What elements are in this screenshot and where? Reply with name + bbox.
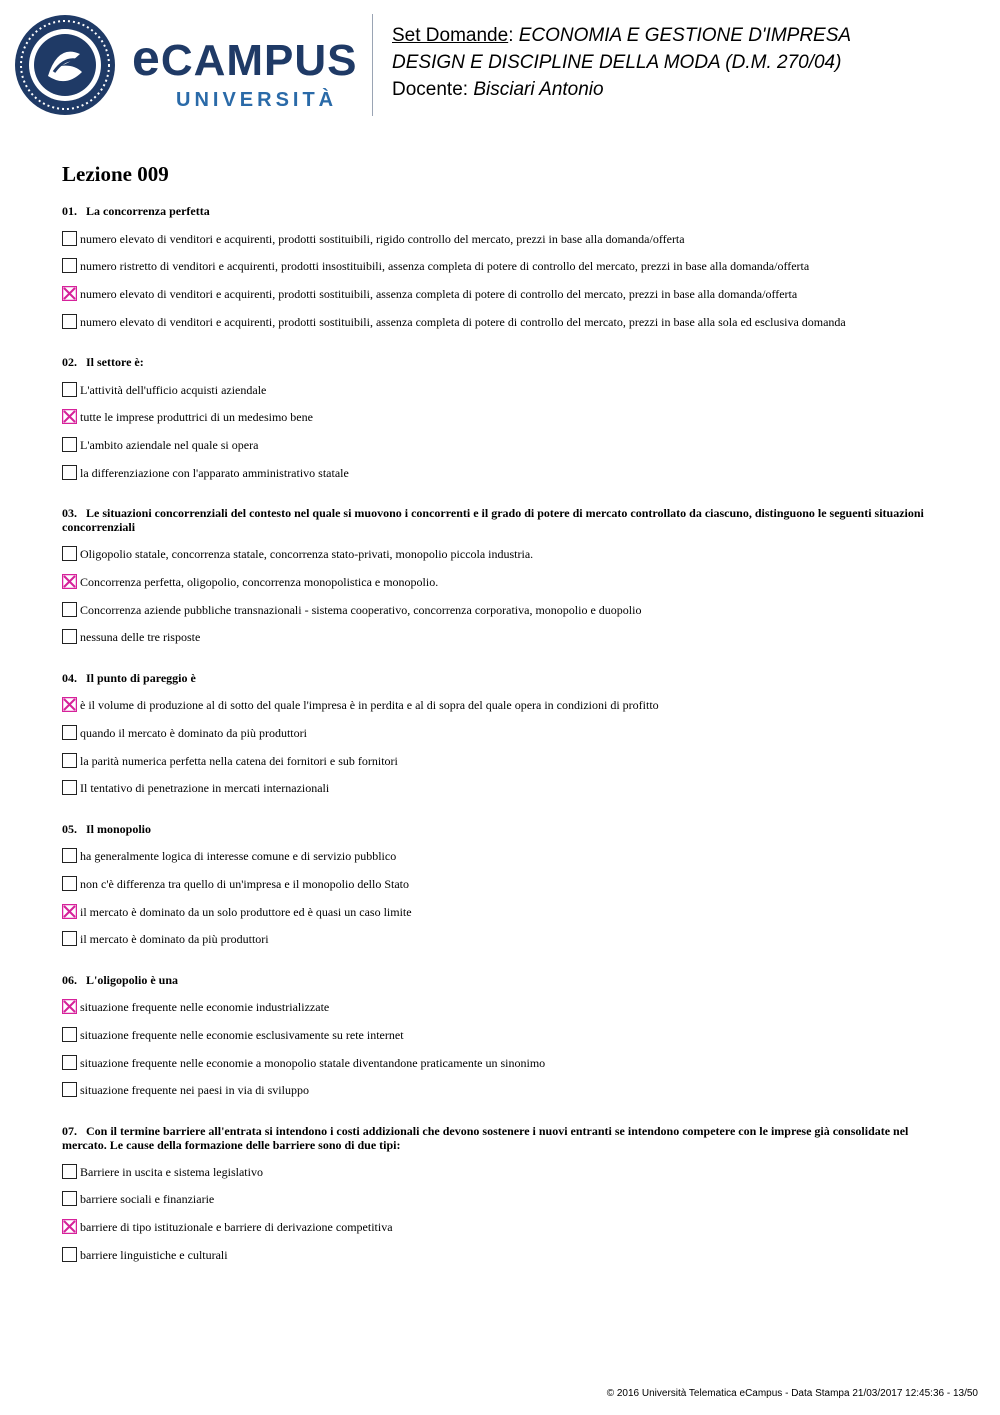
set-label: Set Domande bbox=[392, 25, 509, 46]
check-x-icon bbox=[62, 697, 77, 712]
question-number: 07. bbox=[62, 1124, 77, 1138]
checkbox[interactable] bbox=[62, 753, 77, 768]
checkbox[interactable] bbox=[62, 465, 77, 480]
answer-option[interactable] bbox=[62, 546, 942, 561]
answer-option[interactable] bbox=[62, 465, 942, 480]
answer-option[interactable] bbox=[62, 286, 942, 301]
answer-option[interactable] bbox=[62, 848, 942, 863]
answer-text: situazione frequente nelle economie industrializzate bbox=[80, 999, 330, 1014]
check-x-icon bbox=[62, 904, 77, 919]
answer-text: ha generalmente logica di interesse comune e di servizio pubblico bbox=[80, 848, 397, 863]
answer-text: nessuna delle tre risposte bbox=[80, 629, 201, 644]
answer-option[interactable] bbox=[62, 258, 942, 273]
answer-option[interactable] bbox=[62, 629, 942, 644]
answer-text: la differenziazione con l'apparato amministrativo statale bbox=[80, 465, 349, 480]
page-header bbox=[0, 0, 1000, 130]
header-course-info: Set Domande: ECONOMIA E GESTIONE D'IMPRESA DESIGN E DISCIPLINE DELLA MODA (D.M. 270/04) Docente: Bisciari Antonio bbox=[392, 25, 852, 100]
answer-text: barriere linguistiche e culturali bbox=[80, 1247, 228, 1262]
checkbox-checked[interactable] bbox=[62, 286, 77, 301]
lesson-title: Lezione 009 bbox=[62, 162, 169, 186]
answer-option[interactable] bbox=[62, 904, 942, 919]
answer-text: la parità numerica perfetta nella catena dei fornitori e sub fornitori bbox=[80, 753, 398, 768]
answer-option[interactable] bbox=[62, 314, 942, 329]
answer-text: barriere sociali e finanziarie bbox=[80, 1191, 215, 1206]
question-text: Con il termine barriere all'entrata si intendono i costi addizionali che devono sostenere i nuovi entranti se intendono competere con le imprese già consolidate nel mercato. Le cause della formazione delle barriere sono di due tipi: bbox=[62, 1124, 909, 1152]
checkbox-checked[interactable] bbox=[62, 574, 77, 589]
answer-option[interactable] bbox=[62, 876, 942, 891]
answer-text: situazione frequente nelle economie a monopolio statale diventandone praticamente un sinonimo bbox=[80, 1055, 546, 1070]
question-5 bbox=[62, 822, 942, 836]
checkbox[interactable] bbox=[62, 258, 77, 273]
checkbox-checked[interactable] bbox=[62, 1219, 77, 1234]
answer-option[interactable] bbox=[62, 725, 942, 740]
answer-text: barriere di tipo istituzionale e barriere di derivazione competitiva bbox=[80, 1219, 393, 1234]
header-divider bbox=[372, 14, 373, 116]
answer-text: tutte le imprese produttrici di un medesimo bene bbox=[80, 409, 313, 424]
answer-option[interactable] bbox=[62, 999, 942, 1014]
checkbox[interactable] bbox=[62, 314, 77, 329]
answer-option[interactable] bbox=[62, 931, 942, 946]
answer-text: L'attività dell'ufficio acquisti aziendale bbox=[80, 382, 267, 397]
checkbox[interactable] bbox=[62, 725, 77, 740]
question-text: L'oligopolio è una bbox=[86, 973, 179, 987]
answer-option[interactable] bbox=[62, 1082, 942, 1097]
question-text: Le situazioni concorrenziali del contesto nel quale si muovono i concorrenti e il grado di potere di mercato controllato da ciascuno, distinguono le seguenti situazioni concorrenziali bbox=[62, 506, 924, 534]
checkbox[interactable] bbox=[62, 382, 77, 397]
docente-name: Bisciari Antonio bbox=[473, 79, 604, 100]
question-number: 03. bbox=[62, 506, 77, 520]
checkbox-checked[interactable] bbox=[62, 409, 77, 424]
checkbox[interactable] bbox=[62, 931, 77, 946]
ecampus-subtitle: UNIVERSITÀ bbox=[176, 89, 338, 111]
answer-option[interactable] bbox=[62, 602, 942, 617]
answer-text: Concorrenza aziende pubbliche transnazionali - sistema cooperativo, concorrenza corporativa, monopolio e duopolio bbox=[80, 602, 642, 617]
question-number: 06. bbox=[62, 973, 77, 987]
check-x-icon bbox=[62, 286, 77, 301]
ecampus-wordmark: eCAMPUS bbox=[132, 30, 358, 86]
answer-text: Concorrenza perfetta, oligopolio, concorrenza monopolistica e monopolio. bbox=[80, 574, 439, 589]
answer-text: Oligopolio statale, concorrenza statale, concorrenza stato-privati, monopolio piccola industria. bbox=[80, 546, 534, 561]
checkbox[interactable] bbox=[62, 1055, 77, 1070]
answer-option[interactable] bbox=[62, 1191, 942, 1206]
docente-label: Docente bbox=[392, 79, 463, 100]
question-text: La concorrenza perfetta bbox=[86, 204, 210, 218]
checkbox[interactable] bbox=[62, 780, 77, 795]
question-2 bbox=[62, 355, 942, 369]
answer-text: il mercato è dominato da più produttori bbox=[80, 931, 269, 946]
question-4 bbox=[62, 671, 942, 685]
checkbox[interactable] bbox=[62, 231, 77, 246]
question-number: 05. bbox=[62, 822, 77, 836]
question-7 bbox=[62, 1124, 942, 1152]
answer-option[interactable] bbox=[62, 409, 942, 424]
ecampus-seal-logo bbox=[14, 14, 116, 116]
answer-text: Barriere in uscita e sistema legislativo bbox=[80, 1164, 263, 1179]
checkbox[interactable] bbox=[62, 876, 77, 891]
answer-text: numero elevato di venditori e acquirenti, prodotti sostituibili, rigido controllo del mercato, prezzi in base alla domanda/offerta bbox=[80, 231, 685, 246]
answer-text: Il tentativo di penetrazione in mercati internazionali bbox=[80, 780, 330, 795]
question-number: 04. bbox=[62, 671, 77, 685]
answer-text: il mercato è dominato da un solo produttore ed è quasi un caso limite bbox=[80, 904, 412, 919]
question-3 bbox=[62, 506, 942, 534]
checkbox-checked[interactable] bbox=[62, 904, 77, 919]
checkbox[interactable] bbox=[62, 1082, 77, 1097]
answer-option[interactable] bbox=[62, 697, 942, 712]
answer-text: numero ristretto di venditori e acquirenti, prodotti insostituibili, assenza completa di potere di controllo del mercato, prezzi in base alla domanda/offerta bbox=[80, 258, 810, 273]
answer-option[interactable] bbox=[62, 1247, 942, 1262]
answer-text: numero elevato di venditori e acquirenti, prodotti sostituibili, assenza completa di potere di controllo del mercato, prezzi in base alla domanda/offerta bbox=[80, 286, 798, 301]
checkbox[interactable] bbox=[62, 602, 77, 617]
checkbox[interactable] bbox=[62, 1027, 77, 1042]
answer-option[interactable] bbox=[62, 382, 942, 397]
course-line1: ECONOMIA E GESTIONE D'IMPRESA bbox=[518, 25, 852, 46]
checkbox-checked[interactable] bbox=[62, 999, 77, 1014]
check-x-icon bbox=[62, 999, 77, 1014]
answer-text: è il volume di produzione al di sotto del quale l'impresa è in perdita e al di sopra del quale opera in condizioni di profitto bbox=[80, 697, 659, 712]
answer-option[interactable] bbox=[62, 780, 942, 795]
checkbox[interactable] bbox=[62, 546, 77, 561]
answer-option[interactable] bbox=[62, 574, 942, 589]
answer-text: situazione frequente nei paesi in via di sviluppo bbox=[80, 1082, 309, 1097]
answer-option[interactable] bbox=[62, 753, 942, 768]
page-footer: © 2016 Università Telematica eCampus - Data Stampa 21/03/2017 12:45:36 - 13/50 bbox=[606, 1388, 978, 1399]
question-number: 01. bbox=[62, 204, 77, 218]
checkbox[interactable] bbox=[62, 1247, 77, 1262]
answer-option[interactable] bbox=[62, 1055, 942, 1070]
answer-option[interactable] bbox=[62, 1164, 942, 1179]
check-x-icon bbox=[62, 409, 77, 424]
check-x-icon bbox=[62, 574, 77, 589]
question-number: 02. bbox=[62, 355, 77, 369]
answer-text: situazione frequente nelle economie esclusivamente su rete internet bbox=[80, 1027, 404, 1042]
checkbox[interactable] bbox=[62, 437, 77, 452]
answer-option[interactable] bbox=[62, 437, 942, 452]
checkbox[interactable] bbox=[62, 848, 77, 863]
answer-text: non c'è differenza tra quello di un'impresa e il monopolio dello Stato bbox=[80, 876, 410, 891]
checkbox[interactable] bbox=[62, 1191, 77, 1206]
answer-text: numero elevato di venditori e acquirenti, prodotti sostituibili, assenza completa di potere di controllo del mercato, prezzi in base alla sola ed esclusiva domanda bbox=[80, 314, 846, 329]
question-text: Il monopolio bbox=[86, 822, 152, 836]
checkbox-checked[interactable] bbox=[62, 697, 77, 712]
checkbox[interactable] bbox=[62, 1164, 77, 1179]
question-text: Il punto di pareggio è bbox=[86, 671, 196, 685]
answer-text: quando il mercato è dominato da più produttori bbox=[80, 725, 307, 740]
answer-option[interactable] bbox=[62, 1219, 942, 1234]
course-line2: DESIGN E DISCIPLINE DELLA MODA (D.M. 270/04) bbox=[392, 52, 842, 73]
answer-option[interactable] bbox=[62, 1027, 942, 1042]
check-x-icon bbox=[62, 1219, 77, 1234]
question-6 bbox=[62, 973, 942, 987]
question-1 bbox=[62, 204, 942, 218]
checkbox[interactable] bbox=[62, 629, 77, 644]
answer-text: L'ambito aziendale nel quale si opera bbox=[80, 437, 259, 452]
question-text: Il settore è: bbox=[86, 355, 144, 369]
answer-option[interactable] bbox=[62, 231, 942, 246]
